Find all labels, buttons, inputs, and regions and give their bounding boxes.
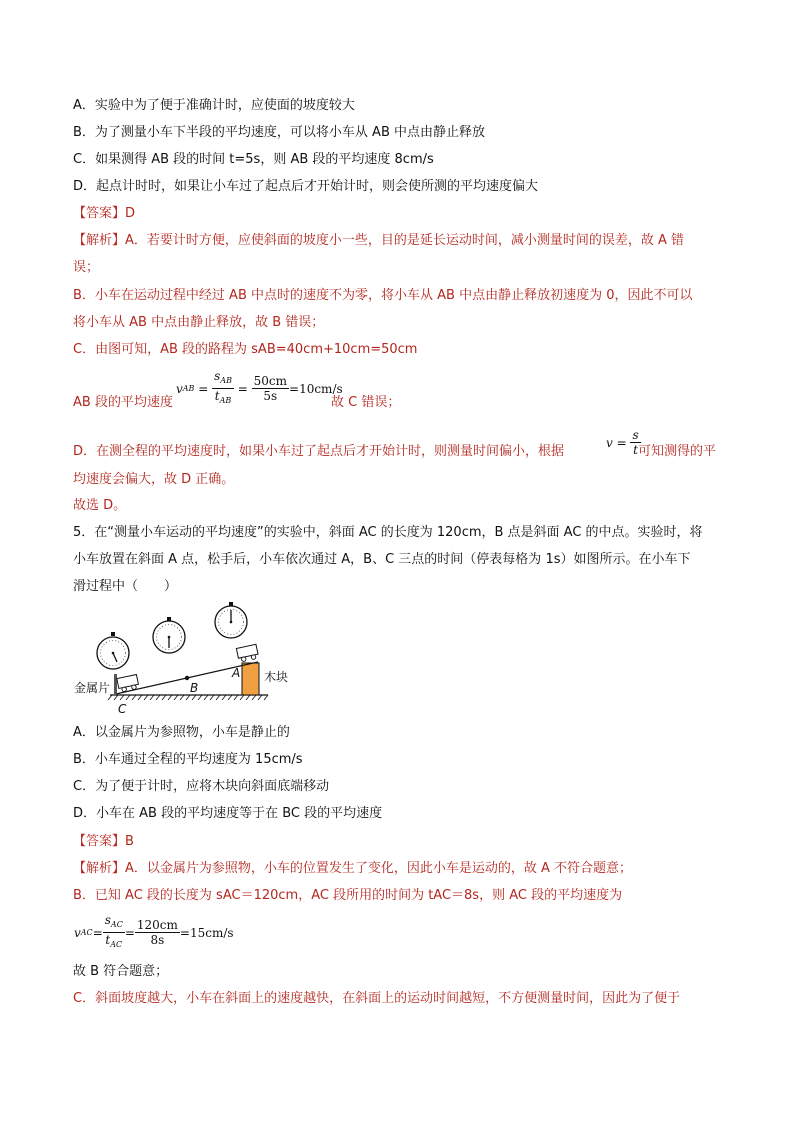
eq3-denominator: 8s <box>150 933 165 947</box>
eq1-numeric-fraction <box>252 374 289 403</box>
q5-b-correct: 故 B 符合题意； <box>73 964 169 979</box>
q5-option-a: A．以金属片为参照物，小车是静止的 <box>73 725 290 740</box>
eq2-s: s <box>632 428 639 442</box>
eq1-v-symbol: v <box>176 381 183 396</box>
q5-explanation-b: B．已知 AC 段的长度为 sAC＝120cm，AC 段所用的时间为 tAC＝8s，则 AC 段的平均速度为 <box>73 888 623 903</box>
q4-velocity-equation: v AB = $\frac{s_{AB}}{t_{AB}}$ = $\frac{50cm}{5s}$ =10cm/s <box>176 369 343 408</box>
eq3-t: t <box>105 933 111 947</box>
q4-explanation-b-line1: B．小车在运动过程中经过 AB 中点时的速度不为零，将小车从 AB 中点由静止释放初速度为 0，因此不可以 <box>73 288 693 303</box>
label-wooden-block: 木块 <box>264 670 289 684</box>
q4-conclusion: 故选 D。 <box>73 498 127 513</box>
q4-explanation-d-line2: 均速度会偏大，故 D 正确。 <box>73 472 235 487</box>
q5-stem-line1: 5．在“测量小车运动的平均速度”的实验中，斜面 AC 的长度为 120cm，B 点是斜面 AC 的中点。实验时，将 <box>73 525 703 540</box>
ground-hatching <box>108 695 268 700</box>
eq3-t-sub: AC <box>110 940 123 949</box>
eq3-v-symbol: v <box>74 925 81 940</box>
q4-v-equals-s-over-t: v = $\frac{s}{t}$ <box>606 428 639 457</box>
wooden-block <box>242 663 259 695</box>
q5-explanation-a: 【解析】A．以金属片为参照物，小车的位置发生了变化，因此小车是运动的，故 A 不符合题意； <box>73 861 633 876</box>
point-b-dot <box>185 676 189 680</box>
cart-top <box>236 644 259 662</box>
eq1-t: t <box>214 389 220 403</box>
eq1-v-subscript: AB <box>182 384 195 393</box>
q5-option-d: D．小车在 AB 段的平均速度等于在 BC 段的平均速度 <box>73 806 383 821</box>
incline-experiment-figure <box>68 600 308 718</box>
q5-answer: 【答案】B <box>73 834 134 849</box>
stopwatch-c-icon <box>97 632 129 669</box>
eq3-s: s <box>104 913 111 927</box>
q5-explanation-c: C．斜面坡度越大，小车在斜面上的速度越快，在斜面上的运动时间越短，不方便测量时间，因此为了便于 <box>73 991 681 1006</box>
eq1-symbolic-fraction <box>212 369 234 408</box>
eq1-numerator: 50cm <box>253 374 288 388</box>
q4-c-wrong: 故 C 错误； <box>331 395 401 410</box>
q4-explanation-b-line2: 将小车从 AB 中点由静止释放，故 B 错误； <box>73 315 325 330</box>
q5-velocity-equation: v AC = $\frac{s_{AC}}{t_{AC}}$ = $\frac{120cm}{8s}$ =15cm/s <box>74 913 234 952</box>
label-metal-plate: 金属片 <box>74 681 111 695</box>
eq1-result: =10cm/s <box>289 381 343 396</box>
q4-option-a: A．实验中为了便于准确计时，应使面的坡度较大 <box>73 98 355 113</box>
q5-stem-line2: 小车放置在斜面 A 点，松手后，小车依次通过 A，B、C 三点的时间（停表每格为 1s）如图所示。在小车下 <box>73 552 691 567</box>
q4-explanation-c: C．由图可知，AB 段的路程为 sAB=40cm+10cm=50cm <box>73 342 418 357</box>
eq1-t-sub: AB <box>219 396 232 405</box>
eq2-v: v <box>606 435 613 450</box>
q4-option-c: C．如果测得 AB 段的时间 t=5s，则 AB 段的平均速度 8cm/s <box>73 152 434 167</box>
eq1-denominator: 5s <box>263 389 278 403</box>
eq1-s: s <box>214 369 221 383</box>
q4-option-d: D．起点计时时，如果让小车过了起点后才开始计时，则会使所测的平均速度偏大 <box>73 179 539 194</box>
q5-option-c: C．为了便于计时，应将木块向斜面底端移动 <box>73 779 330 794</box>
label-b: B <box>190 681 199 695</box>
eq3-numeric-fraction <box>135 918 180 947</box>
eq1-s-sub: AB <box>220 376 232 385</box>
q4-explanation-d-line1: D．在测全程的平均速度时，如果小车过了起点后才开始计时，则测量时间偏小，根据 <box>73 444 565 459</box>
eq3-s-sub: AC <box>110 920 123 929</box>
label-c: C <box>118 702 127 716</box>
q5-option-b: B．小车通过全程的平均速度为 15cm/s <box>73 752 303 767</box>
label-a: A <box>232 666 241 680</box>
q4-explanation-d-tail: 可知测得的平 <box>638 444 717 459</box>
eq3-v-subscript: AC <box>80 928 93 937</box>
eq2-t: t <box>633 443 638 457</box>
q4-answer: 【答案】D <box>73 206 136 221</box>
eq3-symbolic-fraction <box>103 913 125 952</box>
stopwatch-a-icon <box>215 602 247 638</box>
q4-explanation-a-line1: 【解析】A．若要计时方便，应使斜面的坡度小一些，目的是延长运动时间，减小测量时间的误差，故 A 错 <box>73 233 685 248</box>
q4-explanation-a-line2: 误； <box>73 260 100 275</box>
q4-option-b: B．为了测量小车下半段的平均速度，可以将小车从 AB 中点由静止释放 <box>73 125 485 140</box>
eq3-numerator: 120cm <box>136 918 178 932</box>
eq3-result: =15cm/s <box>179 925 234 940</box>
q4-ab-speed-label: AB 段的平均速度 <box>73 395 173 410</box>
stopwatch-b-icon <box>153 617 185 653</box>
metal-plate <box>114 674 117 694</box>
q5-stem-line3: 滑过程中（ ） <box>73 579 178 594</box>
